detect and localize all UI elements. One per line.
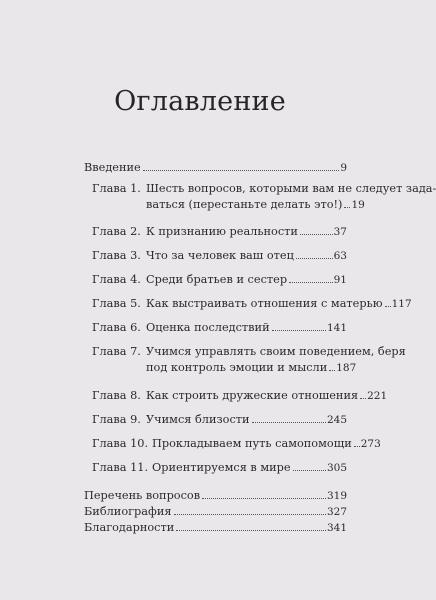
toc-entry-label: Библиография: [84, 505, 172, 518]
leader-dots: [354, 445, 360, 447]
chapter-title: К признанию реальности: [146, 225, 298, 238]
toc-entry-chapter-10: [152, 437, 381, 451]
leader-dots: [385, 305, 391, 307]
toc-entry-page: 9: [340, 162, 347, 174]
chapter-number: Глава 11.: [92, 461, 149, 474]
toc-entry-label: Благодарности: [84, 521, 175, 534]
chapter-title-line2: ваться (перестаньте делать это!): [146, 198, 343, 211]
leader-dots: [176, 529, 326, 531]
toc-entry-acknowledgements: [84, 521, 347, 535]
leader-dots: [289, 281, 333, 283]
toc-entry-chapter-1: [146, 198, 365, 212]
chapter-title-line2: под контроль эмоции и мысли: [146, 361, 328, 374]
leader-dots: [300, 233, 333, 235]
toc-entry-page: 327: [326, 506, 347, 518]
toc-entry-page: 19: [351, 199, 365, 211]
chapter-number: Глава 9.: [92, 413, 141, 426]
toc-entry-questions: [84, 489, 347, 503]
toc-entry-page: 63: [333, 250, 347, 262]
chapter-number: Глава 2.: [92, 225, 141, 238]
toc-entry-chapter-3: [146, 249, 347, 263]
toc-entry-bibliography: [84, 505, 347, 519]
toc-entry-page: 221: [367, 390, 388, 402]
leader-dots: [202, 497, 326, 499]
page-title: Оглавление: [114, 86, 286, 117]
chapter-title: Среди братьев и сестер: [146, 273, 288, 286]
chapter-number: Глава 3.: [92, 249, 141, 262]
chapter-title: Ориентируемся в мире: [152, 461, 291, 474]
toc-entry-label: Введение: [84, 161, 141, 174]
leader-dots: [344, 206, 350, 208]
toc-entry-chapter-2: [146, 225, 347, 239]
chapter-title-line1: Шесть вопросов, которыми вам не следует зада-: [146, 182, 436, 195]
toc-entry-page: 305: [326, 462, 347, 474]
toc-entry-page: 245: [326, 414, 347, 426]
toc-entry-chapter-7: [146, 361, 357, 375]
toc-entry-page: 319: [326, 490, 347, 502]
leader-dots: [296, 257, 333, 259]
toc-entry-page: 117: [391, 298, 412, 310]
toc-entry-page: 341: [326, 522, 347, 534]
leader-dots: [272, 329, 326, 331]
toc-entry-chapter-6: [146, 321, 347, 335]
toc-entry-page: 91: [333, 274, 347, 286]
chapter-title-line1: Учимся управлять своим поведением, беря: [146, 345, 406, 358]
chapter-number: Глава 5.: [92, 297, 141, 310]
toc-entry-chapter-9: [146, 413, 347, 427]
toc-entry-intro: [84, 161, 347, 175]
chapter-title: Как строить дружеские отношения: [146, 389, 359, 402]
toc-entry-chapter-4: [146, 273, 347, 287]
toc-entry-page: 141: [326, 322, 347, 334]
toc-entry-page: 37: [333, 226, 347, 238]
chapter-title: Как выстраивать отношения с матерью: [146, 297, 383, 310]
toc-entry-page: 187: [336, 362, 357, 374]
leader-dots: [252, 421, 326, 423]
toc-entry-chapter-8: [146, 389, 388, 403]
chapter-number: Глава 7.: [92, 345, 141, 358]
leader-dots: [293, 469, 326, 471]
chapter-number: Глава 1.: [92, 182, 141, 195]
leader-dots: [174, 513, 326, 515]
leader-dots: [143, 169, 340, 171]
toc-entry-label: Перечень вопросов: [84, 489, 201, 502]
chapter-number: Глава 6.: [92, 321, 141, 334]
leader-dots: [329, 369, 335, 371]
leader-dots: [360, 397, 366, 399]
chapter-title: Учимся близости: [146, 413, 250, 426]
toc-entry-page: 273: [360, 438, 381, 450]
toc-entry-chapter-11: [152, 461, 347, 475]
chapter-title: Прокладываем путь самопомощи: [152, 437, 352, 450]
chapter-number: Глава 4.: [92, 273, 141, 286]
chapter-number: Глава 8.: [92, 389, 141, 402]
toc-entry-chapter-5: [146, 297, 412, 311]
chapter-title: Что за человек ваш отец: [146, 249, 294, 262]
chapter-title: Оценка последствий: [146, 321, 270, 334]
chapter-number: Глава 10.: [92, 437, 149, 450]
